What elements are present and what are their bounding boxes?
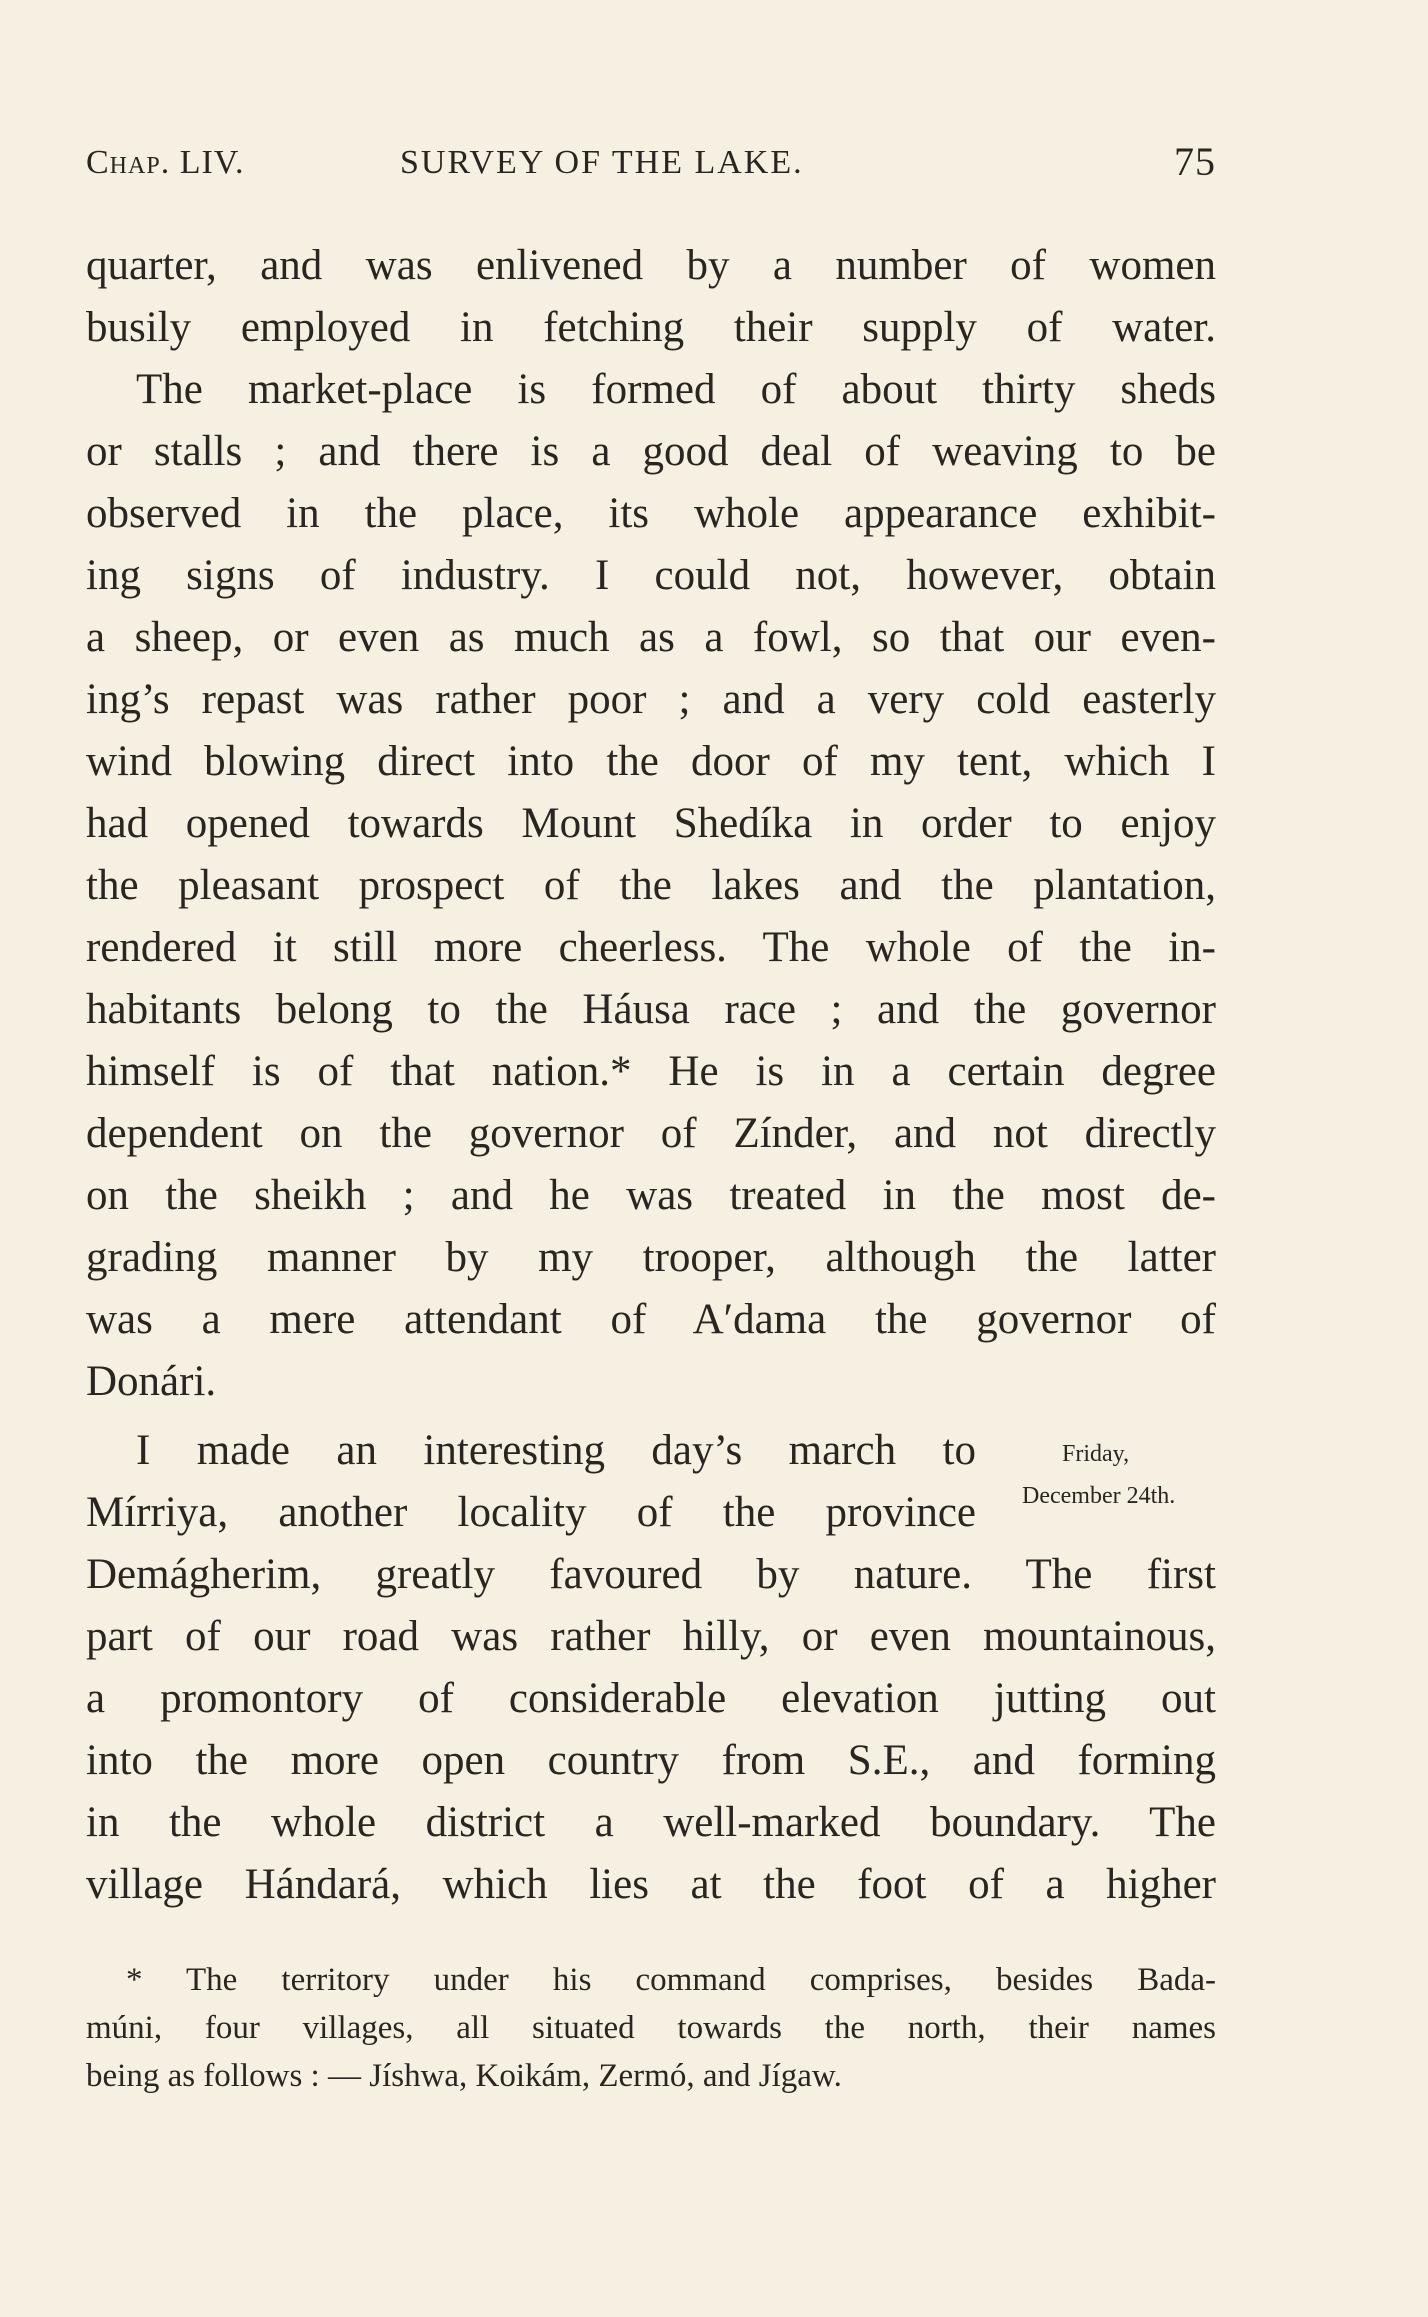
text-line: quarter, and was enlivened by a number of women	[86, 242, 1216, 289]
running-header	[86, 138, 1216, 188]
text-line: or stalls ; and there is a good deal of weaving to be	[86, 428, 1216, 475]
text-line: wind blowing direct into the door of my tent, which I	[86, 738, 1216, 785]
margin-note-date: December 24th.	[1022, 1483, 1176, 1509]
text-line: I made an interesting day’s march to	[136, 1427, 976, 1474]
text-line: was a mere attendant of A′dama the governor of	[86, 1296, 1216, 1343]
text-line: a sheep, or even as much as a fowl, so that our even-	[86, 614, 1216, 661]
text-line: Mírriya, another locality of the province	[86, 1489, 976, 1536]
text-line: into the more open country from S.E., and forming	[86, 1737, 1216, 1784]
text-line: in the whole district a well-marked boundary. The	[86, 1799, 1216, 1846]
text-line: The market-place is formed of about thirty sheds	[136, 366, 1216, 413]
margin-note-day: Friday,	[1062, 1441, 1130, 1467]
text-line: habitants belong to the Háusa race ; and the governor	[86, 986, 1216, 1033]
text-line: village Hándará, which lies at the foot of a higher	[86, 1861, 1216, 1908]
text-line: busily employed in fetching their supply of water.	[86, 304, 1216, 351]
text-line: rendered it still more cheerless. The whole of the in-	[86, 924, 1216, 971]
footnote-line: * The territory under his command comprises, besides Bada-	[126, 1962, 1216, 1998]
text-line: grading manner by my trooper, although the latter	[86, 1234, 1216, 1281]
text-line: on the sheikh ; and he was treated in the most de-	[86, 1172, 1216, 1219]
text-line: ing’s repast was rather poor ; and a very cold easterly	[86, 676, 1216, 723]
running-title: SURVEY OF THE LAKE.	[400, 144, 804, 181]
text-line: Donári.	[86, 1358, 217, 1405]
text-line: a promontory of considerable elevation jutting out	[86, 1675, 1216, 1722]
text-line: observed in the place, its whole appearance exhibit-	[86, 490, 1216, 537]
chapter-label: Chap. LIV.	[86, 144, 245, 181]
page-number: 75	[1174, 139, 1216, 184]
text-line: had opened towards Mount Shedíka in order to enjoy	[86, 800, 1216, 847]
text-line: Demágherim, greatly favoured by nature. The first	[86, 1551, 1216, 1598]
footnote-line: múni, four villages, all situated towards the north, their names	[86, 2010, 1216, 2046]
text-line: part of our road was rather hilly, or even mountainous,	[86, 1613, 1216, 1660]
text-line: ing signs of industry. I could not, however, obtain	[86, 552, 1216, 599]
footnote-line: being as follows : — Jíshwa, Koikám, Zermó, and Jígaw.	[86, 2058, 842, 2094]
text-line: dependent on the governor of Zínder, and not directly	[86, 1110, 1216, 1157]
text-line: himself is of that nation.* He is in a certain degree	[86, 1048, 1216, 1095]
text-line: the pleasant prospect of the lakes and the plantation,	[86, 862, 1216, 909]
